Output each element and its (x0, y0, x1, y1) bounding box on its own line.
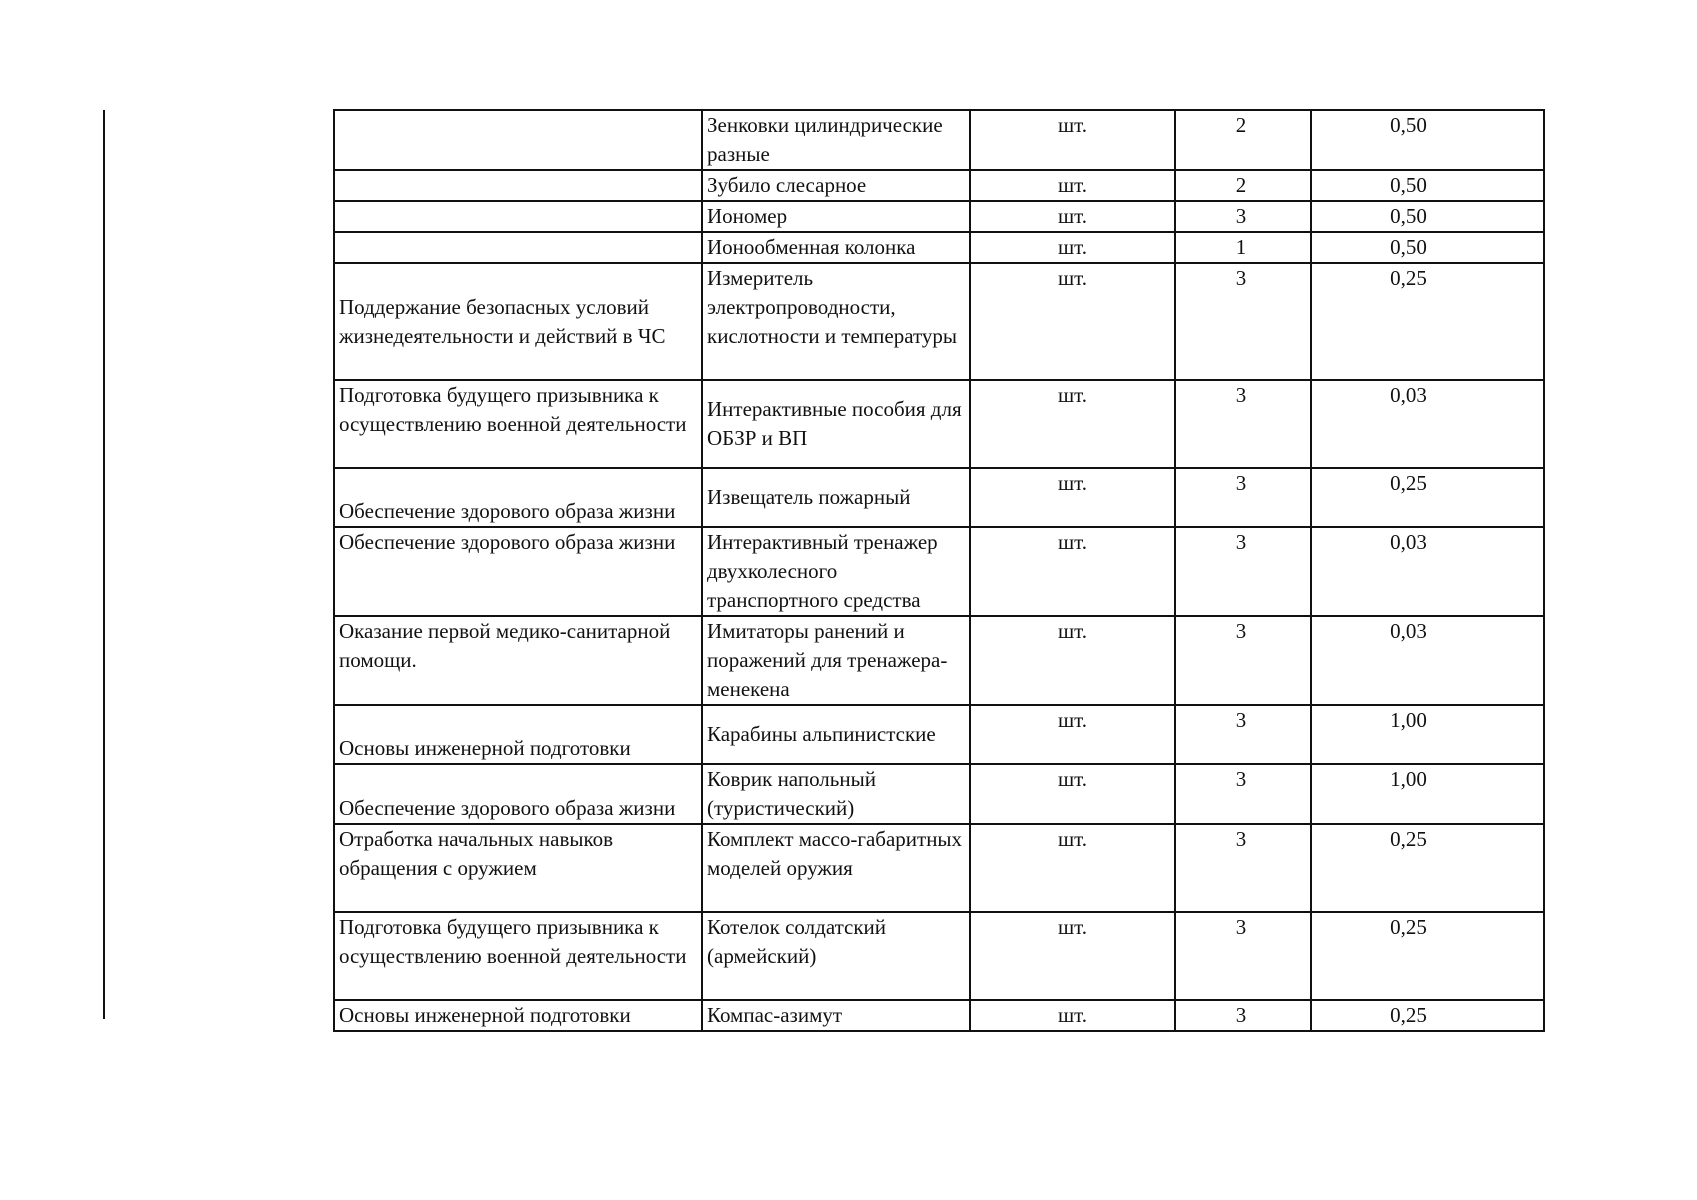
section-cell (334, 110, 702, 170)
quantity-cell: 3 (1175, 263, 1311, 380)
table-row (334, 527, 1544, 616)
unit-cell: шт. (970, 527, 1175, 616)
section-cell (334, 232, 702, 263)
section-cell: Обеспечение здорового образа жизни (334, 468, 702, 527)
unit-cell: шт. (970, 824, 1175, 912)
item-cell: Имитаторы ранений и поражений для тренажера-менекена (702, 616, 970, 705)
item-cell: Извещатель пожарный (702, 468, 970, 527)
item-cell: Интерактивные пособия для ОБЗР и ВП (702, 380, 970, 468)
item-cell: Ионообменная колонка (702, 232, 970, 263)
quantity-cell: 3 (1175, 468, 1311, 527)
unit-cell: шт. (970, 380, 1175, 468)
quantity-cell: 3 (1175, 201, 1311, 232)
norm-cell: 0,50 (1311, 110, 1544, 170)
norm-cell: 0,50 (1311, 232, 1544, 263)
unit-cell: шт. (970, 263, 1175, 380)
unit-cell: шт. (970, 232, 1175, 263)
table-row (334, 263, 1544, 380)
quantity-cell: 3 (1175, 705, 1311, 764)
quantity-cell: 3 (1175, 824, 1311, 912)
quantity-cell: 1 (1175, 232, 1311, 263)
section-cell: Основы инженерной подготовки (334, 705, 702, 764)
equipment-table (333, 109, 1545, 1032)
norm-cell: 1,00 (1311, 705, 1544, 764)
table-row (334, 110, 1544, 170)
table-row (334, 380, 1544, 468)
norm-cell: 0,50 (1311, 170, 1544, 201)
unit-cell: шт. (970, 764, 1175, 824)
norm-cell: 0,03 (1311, 616, 1544, 705)
quantity-cell: 3 (1175, 380, 1311, 468)
section-cell (334, 170, 702, 201)
item-cell: Комплект массо-габаритных моделей оружия (702, 824, 970, 912)
unit-cell: шт. (970, 616, 1175, 705)
item-cell: Карабины альпинистские (702, 705, 970, 764)
table-row (334, 912, 1544, 1000)
unit-cell: шт. (970, 110, 1175, 170)
item-cell: Иономер (702, 201, 970, 232)
item-cell: Измеритель электропроводности, кислотности и температуры (702, 263, 970, 380)
section-cell: Поддержание безопасных условий жизнедеятельности и действий в ЧС (334, 263, 702, 380)
table-row (334, 616, 1544, 705)
table-row (334, 170, 1544, 201)
norm-cell: 0,03 (1311, 527, 1544, 616)
item-cell: Компас-азимут (702, 1000, 970, 1031)
item-cell: Интерактивный тренажер двухколесного транспортного средства (702, 527, 970, 616)
section-cell: Подготовка будущего призывника к осуществлению военной деятельности (334, 380, 702, 468)
norm-cell: 0,25 (1311, 912, 1544, 1000)
table-row (334, 764, 1544, 824)
quantity-cell: 3 (1175, 616, 1311, 705)
norm-cell: 0,03 (1311, 380, 1544, 468)
quantity-cell: 3 (1175, 912, 1311, 1000)
section-cell (334, 201, 702, 232)
unit-cell: шт. (970, 705, 1175, 764)
unit-cell: шт. (970, 1000, 1175, 1031)
item-cell: Коврик напольный (туристический) (702, 764, 970, 824)
norm-cell: 0,25 (1311, 824, 1544, 912)
section-cell: Основы инженерной подготовки (334, 1000, 702, 1031)
section-cell: Отработка начальных навыков обращения с оружием (334, 824, 702, 912)
table-row (334, 824, 1544, 912)
section-cell: Оказание первой медико-санитарной помощи. (334, 616, 702, 705)
item-cell: Зубило слесарное (702, 170, 970, 201)
table-row (334, 1000, 1544, 1031)
table-row (334, 201, 1544, 232)
unit-cell: шт. (970, 170, 1175, 201)
item-cell: Зенковки цилиндрические разные (702, 110, 970, 170)
table-row (334, 232, 1544, 263)
norm-cell: 0,25 (1311, 468, 1544, 527)
norm-cell: 0,25 (1311, 1000, 1544, 1031)
margin-rule (103, 110, 105, 1019)
quantity-cell: 3 (1175, 764, 1311, 824)
norm-cell: 0,25 (1311, 263, 1544, 380)
table-row (334, 705, 1544, 764)
section-cell: Подготовка будущего призывника к осуществлению военной деятельности (334, 912, 702, 1000)
quantity-cell: 2 (1175, 110, 1311, 170)
quantity-cell: 3 (1175, 1000, 1311, 1031)
section-cell: Обеспечение здорового образа жизни (334, 527, 702, 616)
norm-cell: 1,00 (1311, 764, 1544, 824)
quantity-cell: 3 (1175, 527, 1311, 616)
unit-cell: шт. (970, 468, 1175, 527)
unit-cell: шт. (970, 201, 1175, 232)
norm-cell: 0,50 (1311, 201, 1544, 232)
item-cell: Котелок солдатский (армейский) (702, 912, 970, 1000)
table-row (334, 468, 1544, 527)
quantity-cell: 2 (1175, 170, 1311, 201)
section-cell: Обеспечение здорового образа жизни (334, 764, 702, 824)
unit-cell: шт. (970, 912, 1175, 1000)
